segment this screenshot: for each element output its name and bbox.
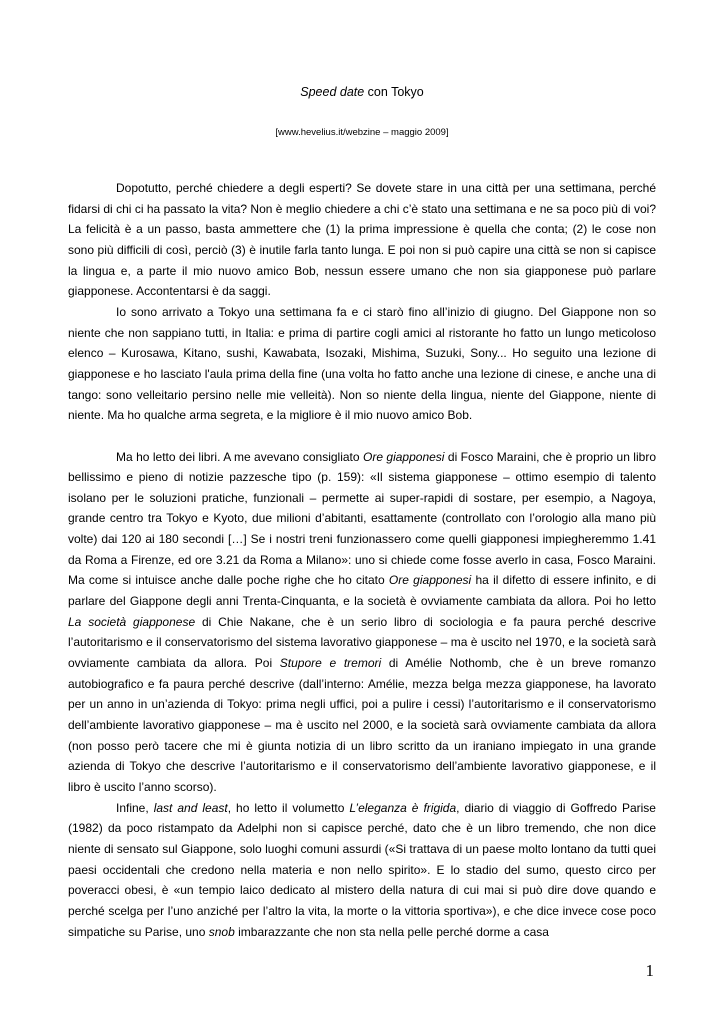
paragraph [68, 447, 656, 798]
italic-text: Stupore e tremori [279, 656, 382, 671]
text-run: , ho letto il volumetto [227, 800, 350, 815]
text-run: , diario di viaggio di Goffredo Parise (1982) da poco ristampato da Adelphi non si capisce perché, dato che è un libro tremendo, che non dice niente di sensato sul Giappone, solo luoghi comuni assurdi («Si trattava di un paese molto lontano da tutti quei paesi occidentali che credono nella materia e non nello spirito». E lo stadio del sumo, questo circo per poveracci obesi, è «un tempio laico dedicato al mistero della natura di cui mai si può dire dove quando e perché scelga per l’uno anziché per l’altro la vita, la morte o la vittoria sportiva»), e che dice invece cose poco simpatiche su Parise, uno [68, 800, 656, 939]
text-run: di Amélie Nothomb, che è un breve romanzo autobiografico e fa paura perché descrive (dall’interno: Amélie, mezza belga mezza giapponese, ha lavorato per un anno in un’azienda di Tokyo: prima negli uffici, poi a pulire i cessi) l’autoritarismo e il conservatorismo dell’ambiente lavorativo giapponese – ma è uscito nel 2000, e la società sarà ovviamente cambiata da allora (non posso però tacere che mi è giunta notizia di un libro scritto da un iraniano impiegato in una grande azienda di Tokyo che descrive l’autoritarismo e il conservatorismo dell’ambiente lavorativo giapponese, e il libro è uscito l’anno scorso). [68, 656, 656, 795]
text-run: Ma ho letto dei libri. A me avevano consigliato [116, 449, 363, 464]
document-title [0, 85, 724, 99]
paragraph [68, 302, 656, 426]
paragraph [68, 178, 656, 302]
title-italic: Speed date [300, 85, 365, 99]
italic-text: L’eleganza è frigida [349, 800, 457, 815]
text-run: ha il difetto di essere infinito, e di parlare del Giappone degli anni Trenta-Cinquanta, e la società è ovviamente cambiata da allora. Poi ho letto [68, 573, 656, 609]
page-number: 1 [645, 961, 654, 980]
text-run: Io sono arrivato a Tokyo una settimana fa e ci starò fino all’inizio di giugno. Del Giappone non so niente che non sappiano tutti, in Italia: e prima di partire cogli amici al ristorante ho fatto un lungo meticoloso elenco – Kurosawa, Kitano, sushi, Kawabata, Isozaki, Mishima, Suzuki, Sony... Ho seguito una lezione di giapponese e ho lasciato l'aula prima della fine (una volta ho fatto anche una lezione di cinese, e anche una di tango: sono velleitario persino nelle mie velleità). Non so niente della lingua, niente del Giappone, niente di niente. Ma ho qualche arma segreta, e la migliore è il mio nuovo amico Bob. [68, 304, 656, 423]
text-run: imbarazzante che non sta nella pelle perché dorme a casa [234, 924, 549, 939]
italic-text: La società giapponese [68, 614, 196, 629]
italic-text: last and least [153, 800, 228, 815]
text-run: Dopotutto, perché chiedere a degli esperti? Se dovete stare in una città per una settimana, perché fidarsi di chi ci ha passato la vita? Non è meglio chiedere a chi c’è stato una settimana e ne sa poco più di voi? La felicità è a un passo, basta ammettere che (1) la prima impressione è quella che conta; (2) le cose non sono più difficili di così, perciò (3) è inutile farla tanto lunga. E poi non si può capire una città se non si capisce la lingua e, a parte il mio nuovo amico Bob, nessun essere umano che non sia giapponese può parlare giapponese. Accontentarsi è da saggi. [68, 181, 656, 299]
text-run: Infine, [116, 800, 154, 815]
paragraph [68, 798, 656, 943]
italic-text: snob [208, 924, 235, 939]
italic-text: Ore giapponesi [388, 573, 472, 588]
title-rest: con Tokyo [364, 85, 424, 99]
text-run: di Chie Nakane, che è un serio libro di sociologia e fa paura perché descrive l’autoritarismo e il conservatorismo del sistema lavorativo giapponese – ma è uscito nel 1970, e la società sarà ovviamente cambiata da allora. Poi [68, 614, 657, 671]
document-body [68, 178, 656, 942]
source-line: [www.hevelius.it/webzine – maggio 2009] [275, 127, 449, 138]
text-run: di Fosco Maraini, che è proprio un libro bellissimo e pieno di notizie pazzesche tipo (p. 159): «Il sistema giapponese – ottimo esempio di talento isolano per le soluzioni pratiche, funzionali – permette ai super-rapidi di sostare, per esempio, a Nagoya, grande centro tra Tokyo e Kyoto, due milioni d’abitanti, esattamente (controllato con l’orologio alla mano più volte) dai 120 ai 180 secondi […] Se i nostri treni funzionassero come quelli giapponesi impiegheremmo 1.41 da Roma a Firenze, ed ore 3.21 da Roma a Milano»: uno si chiede come fosse averlo in casa, Fosco Maraini. Ma come si intuisce anche dalle poche righe che ho citato [68, 449, 656, 588]
italic-text: Ore giapponesi [362, 449, 445, 464]
